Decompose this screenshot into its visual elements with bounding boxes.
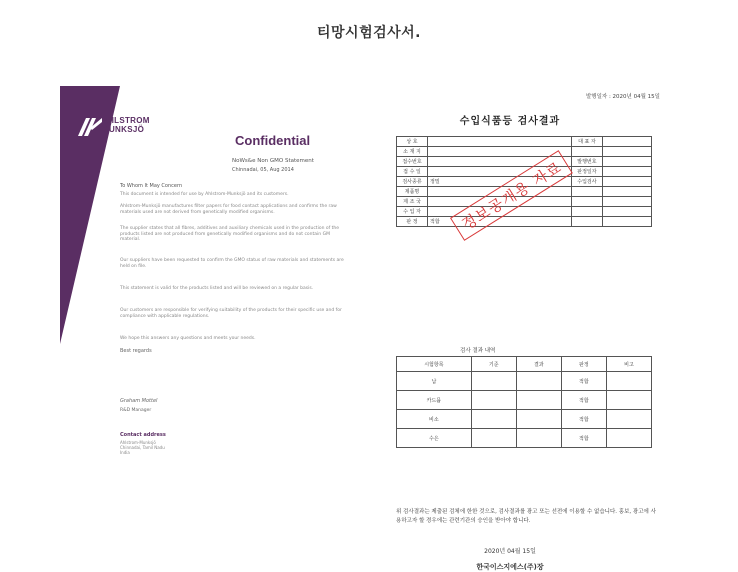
confidential-heading: Confidential	[235, 133, 311, 148]
results-row	[397, 429, 652, 448]
info-cell: 발행번호	[571, 157, 602, 167]
info-cell: 정밀	[428, 177, 572, 187]
info-cell	[571, 187, 602, 197]
info-cell	[571, 197, 602, 207]
results-cell: 카드뮴	[397, 391, 472, 410]
results-header: 시험항목	[397, 357, 472, 372]
info-cell	[571, 207, 602, 217]
results-cell: 적합	[561, 391, 606, 410]
results-row	[397, 410, 652, 429]
results-cell	[471, 372, 516, 391]
results-cell	[606, 372, 651, 391]
results-header: 기준	[471, 357, 516, 372]
info-cell: 접수번호	[397, 157, 428, 167]
info-cell	[602, 217, 651, 227]
results-cell	[516, 372, 561, 391]
results-cell: 적합	[561, 372, 606, 391]
contact-line: India	[120, 450, 130, 455]
paragraph: We hope this answers any questions and meets your needs.	[120, 336, 256, 341]
signature-name: Graham Mottel	[120, 398, 158, 404]
contact-line: Ahlstrom-Munksjö	[120, 440, 156, 445]
info-cell: 접 수 일	[397, 167, 428, 177]
paragraph: This document is intended for use by Ahlstrom-Munksjö and its customers.	[120, 192, 289, 197]
info-cell	[428, 137, 572, 147]
statement-title: NoWs&e Non GMO Statement	[232, 158, 314, 164]
info-cell: 판정일자	[571, 167, 602, 177]
info-cell	[571, 217, 602, 227]
results-cell: 비소	[397, 410, 472, 429]
report-title: 수입식품등 검사결과	[459, 116, 561, 127]
info-cell: 소 재 지	[397, 147, 428, 157]
info-cell	[602, 207, 651, 217]
results-cell	[606, 391, 651, 410]
info-row	[397, 207, 652, 217]
results-table	[396, 356, 652, 448]
results-cell: 수은	[397, 429, 472, 448]
info-cell: 수 입 자	[397, 207, 428, 217]
paragraph: This statement is valid for the products listed and will be reviewed on a regular basis.	[120, 286, 314, 291]
info-cell: 적합	[428, 217, 572, 227]
signature-role: R&D Manager	[120, 408, 152, 413]
footer-organization: 한국이스지에스(주)장	[476, 563, 544, 571]
paragraph: Our customers are responsible for verifying suitability of the products for their specific use and for compliance with applicable regulations.	[120, 308, 342, 319]
footer-date: 2020년 04월 15일	[484, 548, 536, 555]
info-cell	[602, 157, 651, 167]
results-cell: 적합	[561, 410, 606, 429]
info-cell	[571, 147, 602, 157]
salutation: To Whom It May Concern	[120, 183, 183, 189]
ahlstrom-logo-icon	[76, 116, 104, 138]
issue-date: 발행일자 : 2020년 04월 15일	[585, 94, 660, 100]
info-cell: 제품명	[397, 187, 428, 197]
info-row	[397, 217, 652, 227]
company-name	[102, 116, 150, 134]
results-cell	[516, 410, 561, 429]
gmo-statement-document	[60, 86, 356, 498]
info-cell: 상 호	[397, 137, 428, 147]
info-cell: 검사종류	[397, 177, 428, 187]
results-cell	[606, 429, 651, 448]
results-cell	[471, 429, 516, 448]
results-header: 결과	[516, 357, 561, 372]
closing: Best regards	[120, 348, 152, 354]
paragraph: Ahlstrom-Munksjö manufactures filter papers for food contact applications and confirms the raw materials used are not derived from genetically modified organisms.	[120, 204, 337, 215]
page-title: 티망시험검사서.	[317, 25, 421, 41]
results-cell	[471, 410, 516, 429]
info-cell: 판 정	[397, 217, 428, 227]
results-cell	[516, 391, 561, 410]
info-cell	[602, 187, 651, 197]
results-cell	[516, 429, 561, 448]
results-row	[397, 391, 652, 410]
results-label: 검사 결과 내역	[460, 348, 496, 354]
info-cell: 수입검사	[571, 177, 602, 187]
results-row	[397, 372, 652, 391]
info-cell	[602, 177, 651, 187]
results-cell	[471, 391, 516, 410]
disclosure-stamp: 정보공개용 자료	[450, 150, 573, 241]
results-header: 판정	[561, 357, 606, 372]
info-row	[397, 137, 652, 147]
info-cell	[602, 197, 651, 207]
info-row	[397, 147, 652, 157]
inspection-report-document	[360, 84, 660, 571]
results-header: 비고	[606, 357, 651, 372]
notice-text: 위 검사결과는 제출된 검체에 한한 것으로, 검사결과를 광고 또는 선전에 이용할 수 없습니다. 홍보, 광고에 사용하고자 할 경우에는 관련기관의 승인을 받아야 합니다.	[396, 509, 656, 524]
statement-date: Chinnadai, 05, Aug 2014	[232, 167, 294, 173]
contact-line: Chinnadai, Tamil Nadu	[120, 445, 165, 450]
info-cell	[602, 137, 651, 147]
info-cell	[602, 167, 651, 177]
company-name-line1: AHLSTROM	[102, 116, 150, 125]
info-cell: 제 조 국	[397, 197, 428, 207]
paragraph: Our suppliers have been requested to confirm the GMO status of raw materials and statements are held on file.	[120, 258, 344, 269]
results-cell	[606, 410, 651, 429]
company-name-line2: MUNKSJÖ	[102, 125, 145, 134]
results-cell: 납	[397, 372, 472, 391]
info-row	[397, 157, 652, 167]
contact-heading: Contact address	[120, 432, 166, 438]
results-cell: 적합	[561, 429, 606, 448]
results-header-row	[397, 357, 652, 372]
paragraph: The supplier states that all fibres, additives and auxiliary chemicals used in the production of the products listed are not produced from genetically modified organisms and do not contain GM material.	[120, 226, 340, 243]
info-cell	[602, 147, 651, 157]
contact-address	[120, 440, 165, 455]
info-cell: 대 표 자	[571, 137, 602, 147]
